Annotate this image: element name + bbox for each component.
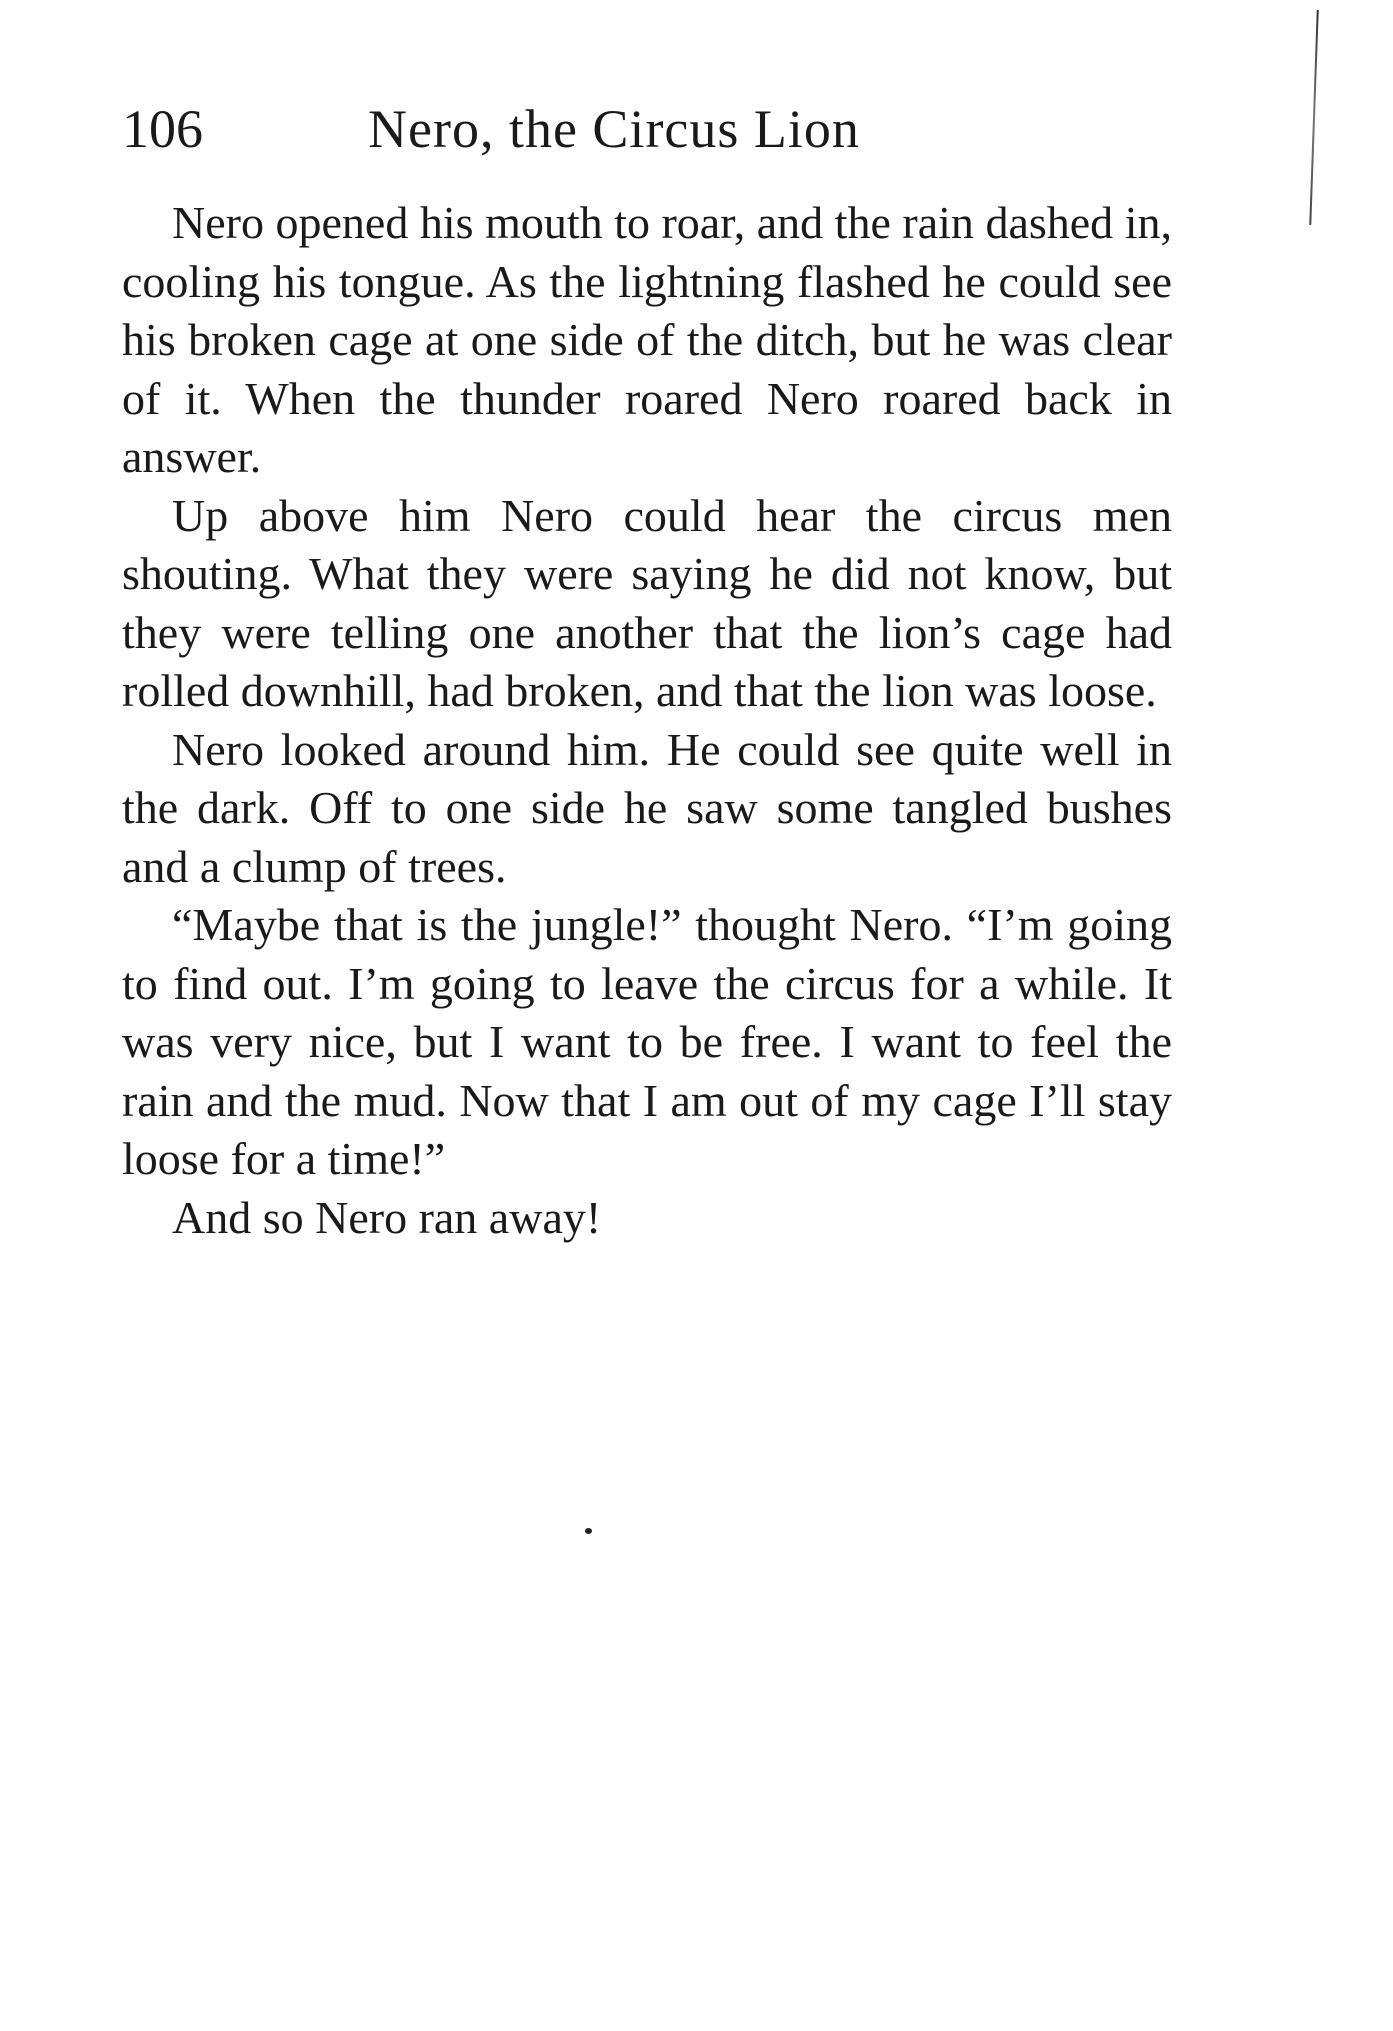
- page-edge-mark: [1309, 10, 1319, 225]
- book-title: Nero, the Circus Lion: [368, 99, 860, 159]
- paragraph-1: Nero opened his mouth to roar, and the rain dashed in, cooling his tongue. As the lightning flashed he could see his broken cage at one side of the ditch, but he was clear of it. When the thunder roared Nero roared back in answer.: [122, 197, 1172, 482]
- ink-speck: [585, 1528, 592, 1534]
- running-head: [122, 94, 1172, 164]
- body-text: [122, 194, 1172, 1247]
- page-number: 106: [122, 99, 203, 159]
- paragraph-5: And so Nero ran away!: [172, 1191, 602, 1243]
- paragraph-3: Nero looked around him. He could see quite well in the dark. Off to one side he saw some tangled bushes and a clump of trees.: [122, 723, 1172, 892]
- paragraph-4: “Maybe that is the jungle!” thought Nero. “I’m going to find out. I’m going to leave the circus for a while. It was very nice, but I want to be free. I want to feel the rain and the mud. Now that I am out of my cage I’ll stay loose for a time!”: [122, 899, 1172, 1184]
- paragraph-2: Up above him Nero could hear the circus men shouting. What they were saying he did not know, but they were telling one another that the lion’s cage had rolled downhill, had broken, and that the lion was loose.: [122, 489, 1172, 716]
